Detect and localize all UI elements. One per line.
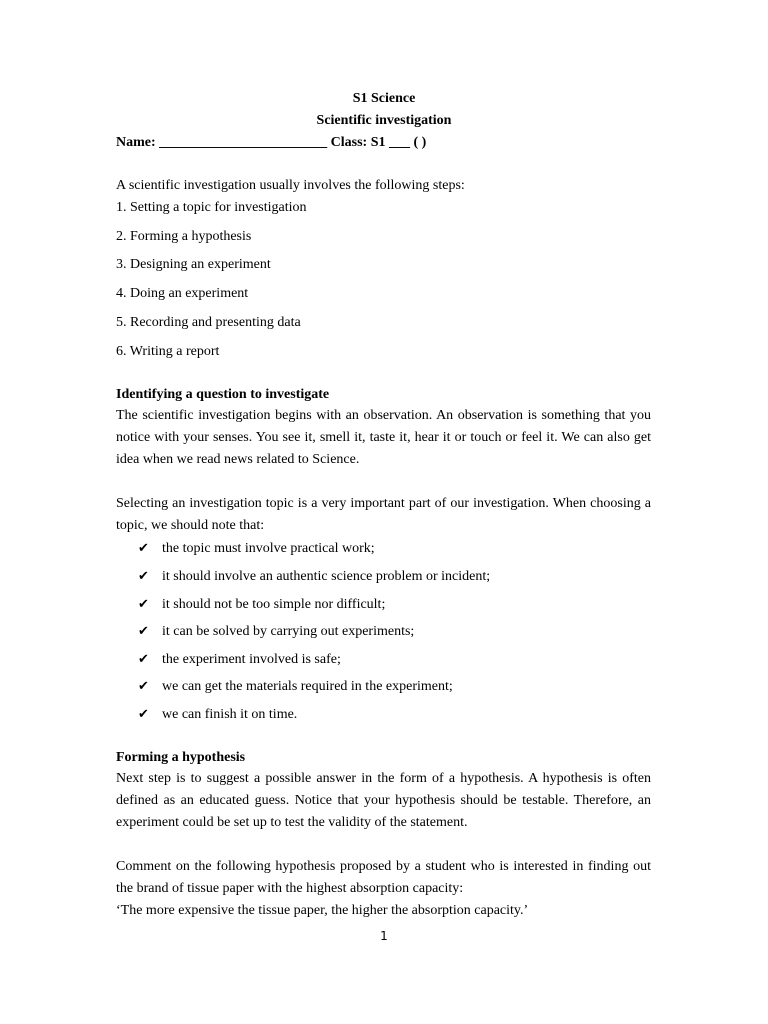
checklist-item — [138, 596, 385, 613]
name-class-line: Name: ________________________ Class: S1 ___ ( ) — [116, 135, 427, 150]
checklist-text: we can get the materials required in the experiment; — [162, 679, 453, 694]
intro-text: A scientific investigation usually involves the following steps: — [116, 178, 465, 193]
check-icon: ✔ — [138, 623, 149, 638]
check-icon: ✔ — [138, 651, 149, 666]
step-item: 4. Doing an experiment — [116, 286, 249, 301]
check-icon: ✔ — [138, 540, 149, 555]
check-icon: ✔ — [138, 706, 149, 721]
observation-paragraph: The scientific investigation begins with an observation. An observation is something that you notice with your senses. You see it, smell it, taste it, hear it or touch or feel it. We can also get idea when we read news related to Science. — [116, 408, 651, 467]
course-title: S1 Science — [352, 91, 416, 106]
section-heading-question: Identifying a question to investigate — [116, 387, 330, 402]
check-icon: ✔ — [138, 596, 149, 611]
hypothesis-paragraph: Next step is to suggest a possible answer in the form of a hypothesis. A hypothesis is often defined as an educated guess. Notice that your hypothesis should be testable. Therefore, an experiment could be set up to test the validity of the statement. — [116, 771, 651, 830]
step-item: 2. Forming a hypothesis — [116, 229, 252, 244]
checklist-item — [138, 540, 375, 557]
step-item: 5. Recording and presenting data — [116, 315, 301, 330]
checklist-item — [138, 568, 490, 585]
checklist-text: we can finish it on time. — [162, 707, 298, 722]
check-icon: ✔ — [138, 568, 149, 583]
step-item: 3. Designing an experiment — [116, 257, 271, 272]
checklist-text: it should involve an authentic science problem or incident; — [162, 569, 491, 584]
step-item: 1. Setting a topic for investigation — [116, 200, 307, 215]
step-item: 6. Writing a report — [116, 344, 220, 359]
checklist-text: it can be solved by carrying out experiments; — [162, 624, 415, 639]
checklist-text: the experiment involved is safe; — [162, 652, 341, 667]
comment-paragraph: Comment on the following hypothesis proposed by a student who is interested in finding out the brand of tissue paper with the highest absorption capacity: — [116, 859, 651, 896]
checklist-text: the topic must involve practical work; — [162, 541, 375, 556]
checklist-item — [138, 651, 341, 668]
checklist-item — [138, 706, 297, 723]
page-number: 1 — [380, 929, 388, 943]
section-heading-hypothesis: Forming a hypothesis — [116, 750, 246, 765]
checklist-text: it should not be too simple nor difficult; — [162, 597, 386, 612]
checklist-item — [138, 623, 414, 640]
topic-paragraph: Selecting an investigation topic is a very important part of our investigation. When choosing a topic, we should note that: — [116, 496, 651, 533]
hypothesis-quote: ‘The more expensive the tissue paper, the higher the absorption capacity.’ — [116, 903, 529, 918]
worksheet-title: Scientific investigation — [316, 113, 452, 128]
checklist-item — [138, 678, 453, 695]
check-icon: ✔ — [138, 678, 149, 693]
